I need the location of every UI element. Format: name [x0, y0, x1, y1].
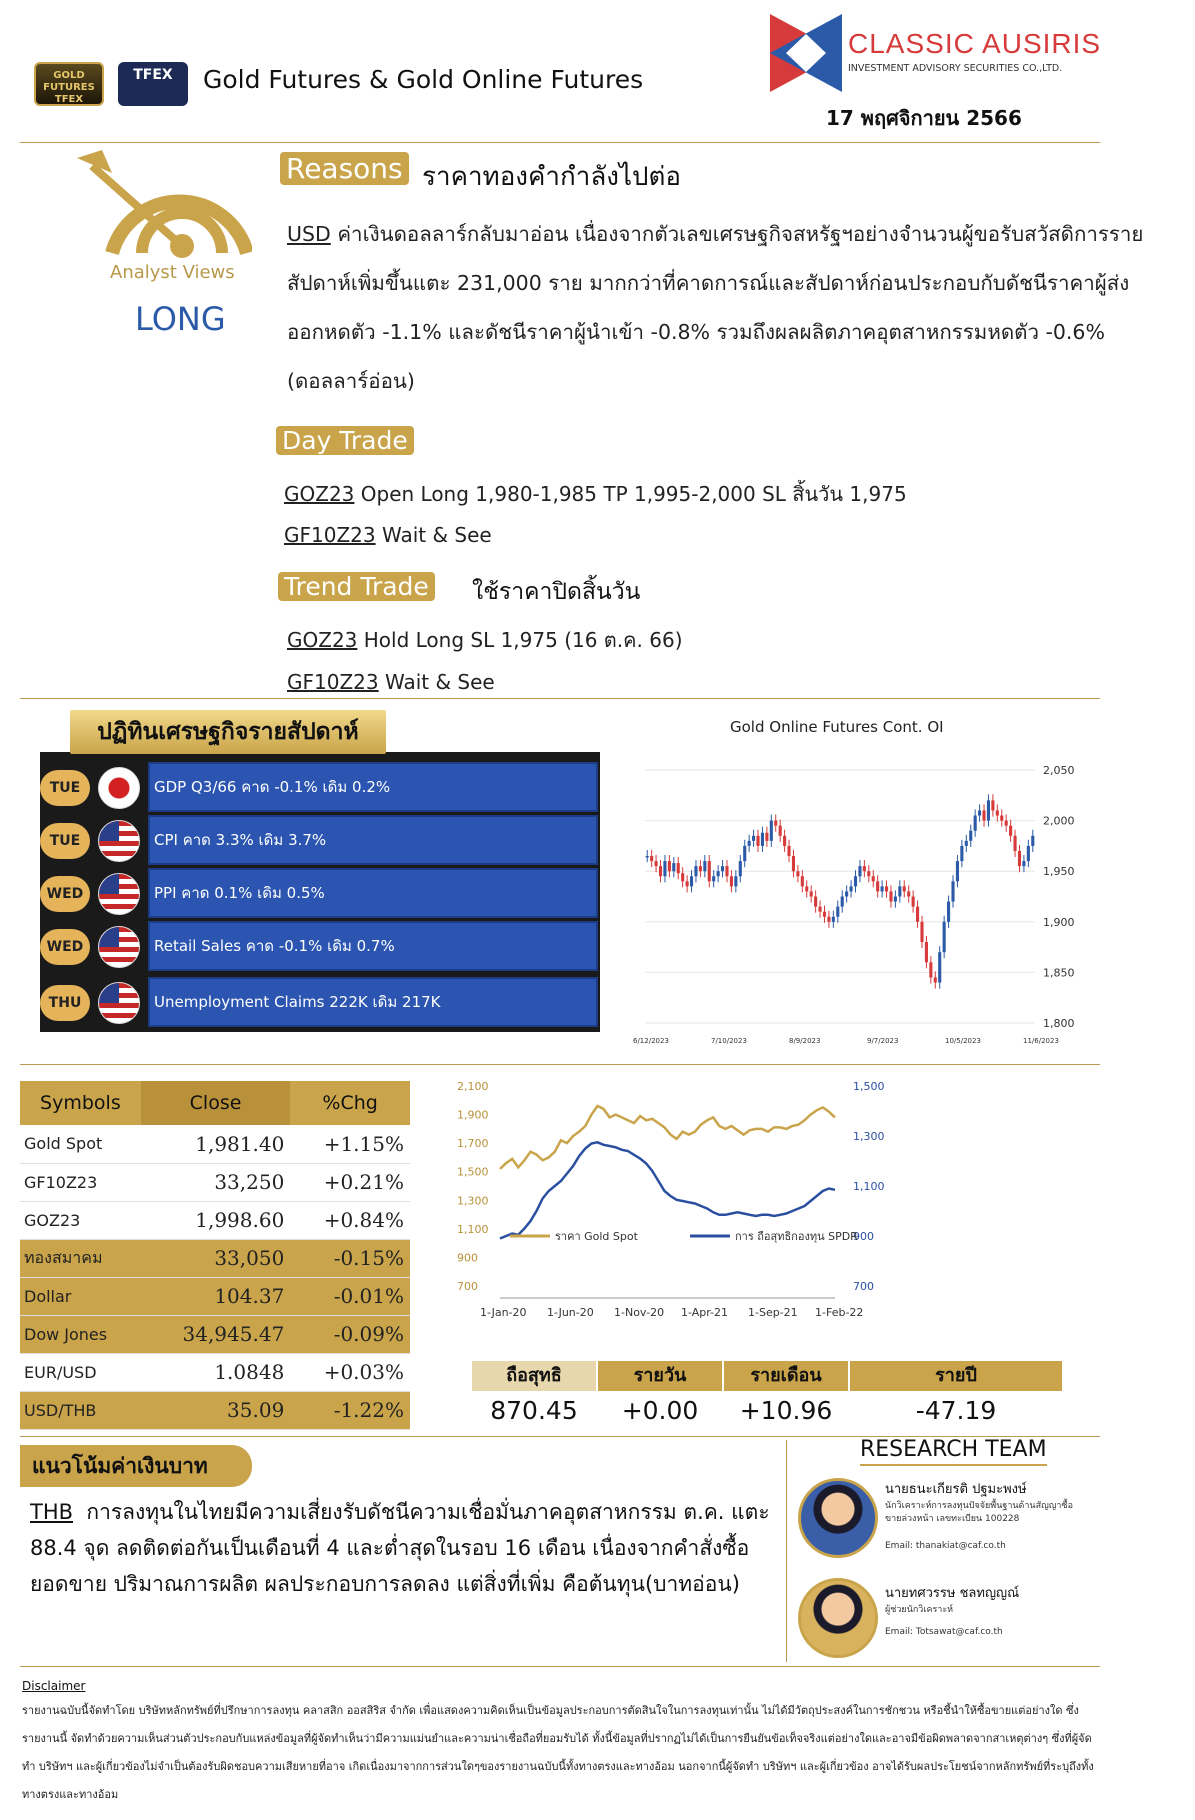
table-cell-chg: -0.15% — [290, 1239, 410, 1277]
candle — [792, 856, 795, 871]
candle — [721, 866, 724, 871]
left-tick-label: 1,500 — [457, 1165, 489, 1179]
table-cell-symbol: ทองสมาคม — [20, 1239, 141, 1277]
candle — [934, 977, 937, 982]
report-date: 17 พฤศจิกายน 2566 — [826, 106, 1022, 130]
candle — [783, 836, 786, 846]
company-logo-icon — [770, 14, 842, 92]
stat-header: ถือสุทธิ — [472, 1361, 596, 1391]
candle — [876, 881, 879, 891]
researcher-email: Email: thanakiat@caf.co.th — [885, 1541, 1006, 1551]
table-row — [20, 1201, 410, 1239]
candle — [752, 836, 755, 841]
right-tick-label: 700 — [853, 1280, 874, 1293]
thb-title: แนวโน้มค่าเงินบาท — [20, 1445, 252, 1487]
candle — [832, 917, 835, 922]
table-cell-close: 33,250 — [141, 1163, 291, 1201]
table-row — [20, 1315, 410, 1353]
candle — [659, 866, 662, 876]
stat-value: +10.96 — [739, 1396, 833, 1425]
candle — [898, 886, 901, 896]
stat-value: -47.19 — [915, 1396, 997, 1425]
table-row — [20, 1163, 410, 1201]
event-row: GDP Q3/66 คาด -0.1% เดิม 0.2% — [148, 762, 598, 812]
candle — [796, 871, 799, 876]
candle — [960, 846, 963, 861]
candle — [872, 876, 875, 881]
researcher-name: นายทศวรรษ ชลทญญณ์ — [885, 1586, 1020, 1601]
target-icon — [72, 148, 252, 260]
table-cell-chg: -1.22% — [290, 1391, 410, 1429]
right-tick-label: 1,100 — [853, 1180, 885, 1193]
candle — [903, 886, 906, 891]
research-team-title: RESEARCH TEAM — [860, 1437, 1047, 1466]
researcher-email: Email: Totsawat@caf.co.th — [885, 1627, 1003, 1637]
candle — [650, 856, 653, 861]
candle — [779, 826, 782, 836]
stat-header: รายวัน — [598, 1361, 722, 1391]
us-flag-icon — [98, 820, 140, 862]
event-day: TUE — [40, 823, 90, 859]
table-row — [20, 1125, 410, 1163]
candle — [951, 881, 954, 901]
table-cell-chg: +0.03% — [290, 1353, 410, 1391]
candle — [845, 891, 848, 896]
candle — [912, 897, 915, 907]
candle — [646, 856, 649, 858]
x-tick-label: 1-Nov-20 — [614, 1306, 665, 1319]
day-trade-label: Day Trade — [276, 426, 414, 455]
event-row: PPI คาด 0.1% เดิม 0.5% — [148, 868, 598, 918]
candle — [916, 907, 919, 922]
x-tick-label: 1-Sep-21 — [748, 1306, 798, 1319]
thb-text: THB การลงทุนในไทยมีความเสี่ยงรับดัชนีความเชื่อมั่นภาคอุตสาหกรรม ต.ค. แตะ 88.4 จุด ลดติดต่อกันเป็นเดือนที่ 4 และต่ำสุดในรอบ 16 เดือน เนื่องจากคำสั่งซื้อ ยอดขาย ปริมาณการผลิต ผลประกอบการลดลง แต่สิ่งที่เพิ่ม คือต้นทุน(บาทอ่อน) — [30, 1500, 770, 1596]
candle — [774, 821, 777, 826]
y-tick-label: 1,850 — [1043, 966, 1075, 980]
event-row: Unemployment Claims 222K เดิม 217K — [148, 977, 598, 1027]
table-cell-close: 104.37 — [141, 1277, 291, 1315]
candle — [694, 866, 697, 876]
trend-trade-item: GF10Z23 Wait & See — [287, 670, 495, 694]
x-tick-label: 11/6/2023 — [1023, 1037, 1059, 1045]
day-trade-item: GOZ23 Open Long 1,980-1,985 TP 1,995-2,000 SL สิ้นวัน 1,975 — [284, 482, 907, 506]
candle — [1031, 836, 1034, 846]
candle — [841, 897, 844, 907]
event-day: TUE — [40, 770, 90, 806]
reason-keyword: USD — [287, 222, 331, 246]
x-tick-label: 8/9/2023 — [789, 1037, 821, 1045]
us-flag-icon — [98, 982, 140, 1024]
candle — [672, 863, 675, 871]
table-row — [20, 1277, 410, 1315]
candle — [810, 891, 813, 896]
event-day: WED — [40, 876, 90, 912]
candle — [929, 962, 932, 977]
candle — [655, 861, 658, 866]
table-row — [20, 1239, 410, 1277]
candle — [717, 871, 720, 876]
disclaimer-text: รายงานฉบับนี้จัดทำโดย บริษัทหลักทรัพย์ที่ปรึกษาการลงทุน คลาสสิก ออสสิริส จำกัด เพื่อแสดงความคิดเห็นเป็นข้อมูลประกอบการตัดสินใจในการลงทุนเท่านั้น ไม่ได้มีวัตถุประสงค์ในการชักชวน หรือชี้นำให้ซื้อขายแต่อย่างใด ซึ่งรายงานนี้ จัดทำด้วยความเห็นส่วนตัวประกอบกับแหล่งข้อมูลที่ผู้จัดทำเห็นว่ามีความแม่นยำและความน่าเชื่อถือที่ยอมรับได้ ทั้งนี้ข้อมูลที่ปรากฏไม่ได้เป็นการยืนยันข้อเท็จจริงแต่อย่างใดและอาจมีข้อผิดพลาดจากสาเหตุต่างๆ ซึ่งที่ผู้จัดทำ บริษัทฯ และผู้เกี่ยวข้องไม่จำเป็นต้องรับผิดชอบความเสียหายที่อาจ เกิดเนื่องมาจากการส่วนใดๆของรายงานฉบับนี้ทั้งทางตรงและทางอ้อม นอกจากนี้ผู้จัดทำ บริษัทฯ และผู้เกี่ยวข้อง อาจได้รับผลประโยชน์จากหลักทรัพย์ที่ระบุถึงทั้งทางตรงและทางอ้อม — [22, 1704, 1094, 1801]
table-cell-symbol: Dow Jones — [20, 1315, 141, 1353]
table-cell-close: 1.0848 — [141, 1353, 291, 1391]
candle — [920, 922, 923, 942]
table-cell-symbol: GF10Z23 — [20, 1163, 141, 1201]
right-tick-label: 1,300 — [853, 1130, 885, 1143]
candle — [996, 810, 999, 815]
calendar-title: ปฏิทินเศรษฐกิจรายสัปดาห์ — [70, 710, 386, 754]
table-cell-symbol: Dollar — [20, 1277, 141, 1315]
left-tick-label: 1,100 — [457, 1222, 489, 1236]
table-cell-close: 34,945.47 — [141, 1315, 291, 1353]
table-header: Close — [141, 1081, 291, 1125]
avatar — [798, 1478, 878, 1558]
candle — [708, 861, 711, 881]
candle — [712, 876, 715, 881]
trend-trade-label: Trend Trade — [278, 572, 435, 601]
candle — [881, 886, 884, 891]
y-tick-label: 1,900 — [1043, 915, 1075, 929]
candle — [703, 861, 706, 871]
candle — [823, 912, 826, 917]
candle — [854, 876, 857, 886]
us-flag-icon — [98, 873, 140, 915]
left-tick-label: 1,300 — [457, 1194, 489, 1208]
event-day: THU — [40, 985, 90, 1021]
disclaimer-title: Disclaimer — [22, 1679, 86, 1693]
gold-futures-logo: GOLD FUTURES TFEX — [34, 62, 104, 106]
table-cell-chg: -0.01% — [290, 1277, 410, 1315]
table-row — [20, 1391, 410, 1429]
right-tick-label: 900 — [853, 1230, 874, 1243]
right-tick-label: 1,500 — [853, 1080, 885, 1093]
y-tick-label: 1,800 — [1043, 1017, 1075, 1030]
candle — [956, 861, 959, 881]
candle — [743, 846, 746, 861]
candle — [814, 897, 817, 907]
avatar — [798, 1578, 878, 1658]
table-cell-chg: +1.15% — [290, 1125, 410, 1163]
candle — [978, 810, 981, 815]
table-cell-chg: +0.84% — [290, 1201, 410, 1239]
candle — [867, 871, 870, 876]
candle — [1000, 816, 1003, 821]
candle — [699, 866, 702, 871]
table-cell-symbol: GOZ23 — [20, 1201, 141, 1239]
candle — [730, 876, 733, 886]
candle — [1014, 836, 1017, 851]
gold-spdr-line-chart — [455, 1074, 1055, 1334]
candle — [894, 897, 897, 902]
candle — [987, 800, 990, 820]
reasons-label: Reasons — [280, 152, 409, 185]
event-day: WED — [40, 929, 90, 965]
candle — [725, 866, 728, 876]
stat-header: รายปี — [850, 1361, 1062, 1391]
researcher-role: นักวิเคราะห์การลงทุนปัจจัยพื้นฐานด้านสัญญาซื้อขายล่วงหน้า เลขทะเบียน 100228 — [885, 1501, 1073, 1524]
candle — [748, 841, 751, 846]
event-row: Retail Sales คาด -0.1% เดิม 0.7% — [148, 921, 598, 971]
candle — [836, 907, 839, 917]
candle — [734, 876, 737, 886]
candle — [805, 886, 808, 891]
candle — [668, 861, 671, 871]
company-subtitle: INVESTMENT ADVISORY SECURITIES CO.,LTD. — [848, 63, 1063, 74]
table-cell-symbol: USD/THB — [20, 1391, 141, 1429]
divider — [20, 1666, 1100, 1667]
left-tick-label: 2,100 — [457, 1080, 489, 1093]
us-flag-icon — [98, 926, 140, 968]
reason-body: ค่าเงินดอลลาร์กลับมาอ่อน เนื่องจากตัวเลขเศรษฐกิจสหรัฐฯอย่างจำนวนผู้ขอรับสวัสดิการรายสัปดาห์เพิ่มขึ้นแตะ 231,000 ราย มากกว่าที่คาดการณ์และสัปดาห์ก่อนประกอบกับดัชนีราคาผู้ส่งออกหดตัว -1.1% และดัชนีราคาผู้นำเข้า -0.8% รวมถึงผลผลิตภาคอุตสาหกรรมหดตัว -0.6% (ดอลลาร์อ่อน) — [287, 222, 1144, 393]
candle — [770, 821, 773, 841]
page-title: Gold Futures & Gold Online Futures — [203, 65, 644, 94]
researcher-name: นายธนะเกียรติ ปฐมะพงษ์ — [885, 1482, 1027, 1497]
table-row — [20, 1353, 410, 1391]
candle — [690, 876, 693, 886]
left-tick-label: 700 — [457, 1280, 478, 1293]
candle — [686, 881, 689, 886]
candle — [1005, 821, 1008, 826]
candle — [677, 863, 680, 873]
event-row: CPI คาด 3.3% เดิม 3.7% — [148, 815, 598, 865]
divider — [786, 1440, 787, 1662]
table-cell-chg: -0.09% — [290, 1315, 410, 1353]
candlestick-chart — [625, 745, 1105, 1055]
tfex-logo: TFEX — [118, 62, 188, 106]
stat-value: 870.45 — [490, 1396, 578, 1425]
candle — [925, 942, 928, 962]
trend-trade-item: GOZ23 Hold Long SL 1,975 (16 ต.ค. 66) — [287, 628, 683, 652]
table-header: %Chg — [290, 1081, 410, 1125]
x-tick-label: 1-Feb-22 — [815, 1306, 864, 1319]
candle — [943, 922, 946, 952]
candle — [765, 833, 768, 841]
series-line — [500, 1106, 835, 1169]
x-tick-label: 7/10/2023 — [711, 1037, 747, 1045]
legend-label: การ ถือสุทธิกองทุน SPDR — [735, 1230, 858, 1243]
company-name: CLASSIC AUSIRIS — [848, 28, 1102, 59]
x-tick-label: 6/12/2023 — [633, 1037, 669, 1045]
table-cell-symbol: EUR/USD — [20, 1353, 141, 1391]
candle — [1009, 826, 1012, 836]
x-tick-label: 1-Jan-20 — [480, 1306, 527, 1319]
table-cell-symbol: Gold Spot — [20, 1125, 141, 1163]
candle — [756, 836, 759, 846]
candle — [663, 861, 666, 876]
candle — [863, 866, 866, 871]
price-table — [20, 1081, 410, 1430]
reasons-title: ราคาทองคำกำลังไปต่อ — [422, 162, 682, 192]
candle — [969, 831, 972, 841]
divider — [20, 1064, 1100, 1065]
y-tick-label: 2,050 — [1043, 764, 1075, 777]
trend-trade-note: ใช้ราคาปิดสิ้นวัน — [472, 579, 641, 605]
reason-text — [287, 210, 1157, 406]
candle — [982, 810, 985, 820]
x-tick-label: 10/5/2023 — [945, 1037, 981, 1045]
x-tick-label: 1-Jun-20 — [547, 1306, 594, 1319]
candle — [827, 917, 830, 922]
candle — [850, 886, 853, 891]
table-cell-close: 35.09 — [141, 1391, 291, 1429]
researcher-role: ผู้ช่วยนักวิเคราะห์ — [885, 1605, 954, 1615]
position-long: LONG — [135, 300, 226, 338]
y-tick-label: 1,950 — [1043, 865, 1075, 879]
candle — [965, 841, 968, 846]
left-tick-label: 1,700 — [457, 1137, 489, 1151]
table-cell-close: 33,050 — [141, 1239, 291, 1277]
candle — [889, 891, 892, 901]
candle — [907, 891, 910, 896]
candle — [1022, 861, 1025, 866]
divider — [20, 698, 1100, 699]
stat-header: รายเดือน — [724, 1361, 848, 1391]
candle — [819, 907, 822, 912]
x-tick-label: 9/7/2023 — [867, 1037, 899, 1045]
candle — [991, 800, 994, 810]
analyst-views-label: Analyst Views — [110, 262, 235, 283]
chart-title: Gold Online Futures Cont. OI — [730, 718, 944, 736]
table-cell-chg: +0.21% — [290, 1163, 410, 1201]
divider — [20, 142, 1100, 143]
candle — [739, 861, 742, 876]
candle — [681, 873, 684, 881]
candle — [858, 866, 861, 876]
candle — [801, 876, 804, 886]
candle — [787, 846, 790, 856]
table-header: Symbols — [20, 1081, 141, 1125]
x-tick-label: 1-Apr-21 — [681, 1306, 729, 1319]
y-tick-label: 2,000 — [1043, 814, 1075, 828]
candle — [1027, 846, 1030, 861]
left-tick-label: 1,900 — [457, 1108, 489, 1122]
candle — [974, 816, 977, 831]
table-cell-close: 1,998.60 — [141, 1201, 291, 1239]
candle — [947, 902, 950, 922]
japan-flag-icon — [98, 767, 140, 809]
candle — [1018, 851, 1021, 866]
day-trade-item: GF10Z23 Wait & See — [284, 523, 492, 547]
candle — [885, 886, 888, 891]
table-cell-close: 1,981.40 — [141, 1125, 291, 1163]
candle — [938, 952, 941, 982]
thb-keyword: THB — [30, 1500, 74, 1524]
stat-value: +0.00 — [621, 1396, 699, 1425]
legend-label: ราคา Gold Spot — [555, 1230, 638, 1243]
left-tick-label: 900 — [457, 1251, 478, 1265]
candle — [761, 833, 764, 846]
